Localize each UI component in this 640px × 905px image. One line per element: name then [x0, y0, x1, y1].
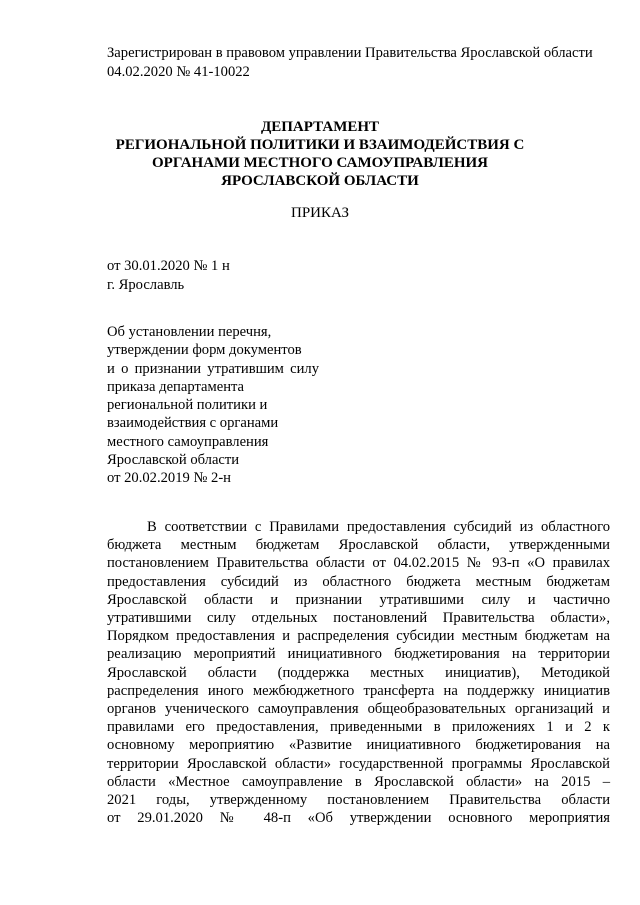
- order-subject: [107, 323, 319, 488]
- order-date-number: от 30.01.2020 № 1 н: [107, 258, 230, 274]
- body-line: Ярославской области и признании утратившими силу и частично: [107, 591, 610, 608]
- subject-line: региональной политики и: [107, 397, 268, 414]
- subject-line: Ярославской области: [107, 452, 240, 469]
- body-line: Порядком предоставления и распределения субсидии местным бюджетам на: [107, 628, 610, 645]
- department-heading: [100, 118, 540, 190]
- body-line: области «Местное самоуправление в Ярославской области» на 2015 –: [107, 773, 610, 790]
- body-line: утратившими силу отдельных постановлений Правительства области»,: [107, 610, 610, 627]
- body-line: распределения иного межбюджетного трансферта на поддержку инициатив: [107, 682, 610, 699]
- subject-line: приказа департамента: [107, 378, 245, 395]
- order-title: ПРИКАЗ: [291, 205, 349, 221]
- body-line: предоставления субсидий из областного бюджета местным бюджетам: [107, 573, 610, 590]
- body-line: В соответствии с Правилами предоставления субсидий из областного: [147, 519, 610, 535]
- subject-line: взаимодействия с органами: [107, 415, 279, 432]
- department-heading-line: РЕГИОНАЛЬНОЙ ПОЛИТИКИ И ВЗАИМОДЕЙСТВИЯ С: [115, 137, 525, 153]
- order-city: г. Ярославль: [107, 277, 185, 293]
- registration-number: 04.02.2020 № 41-10022: [107, 64, 250, 80]
- body-line: от 29.01.2020 № 48-п «Об утверждении основного мероприятия: [107, 810, 610, 827]
- subject-line: утверждении форм документов: [107, 342, 302, 359]
- body-line: бюджета местным бюджетам Ярославской области, утвержденными: [107, 537, 610, 554]
- body-line: основному мероприятию «Развитие инициативного бюджетирования на: [107, 737, 610, 754]
- registration-line: Зарегистрирован в правовом управлении Правительства Ярославской области: [107, 45, 593, 61]
- department-heading-line: ДЕПАРТАМЕНТ: [260, 119, 380, 135]
- body-line: реализацию мероприятий инициативного бюджетирования на территории: [107, 646, 610, 663]
- subject-line: и о признании утратившим силу: [107, 360, 319, 377]
- body-line: территории Ярославской области» государственной программы Ярославской: [107, 755, 610, 772]
- body-paragraph: [107, 518, 610, 827]
- department-heading-line: ЯРОСЛАВСКОЙ ОБЛАСТИ: [221, 173, 419, 189]
- subject-line: Об установлении перечня,: [107, 324, 272, 340]
- subject-line: от 20.02.2019 № 2-н: [107, 470, 231, 487]
- body-line: Ярославской области (поддержка местных инициатив), Методикой: [107, 664, 610, 681]
- subject-line: местного самоуправления: [107, 433, 269, 450]
- body-line: органов ученического самоуправления общеобразовательных организаций и: [107, 701, 610, 718]
- body-line: правилами его предоставления, приведенными в приложениях 1 и 2 к: [107, 719, 610, 736]
- registration-stamp: [107, 44, 593, 82]
- order-meta: [107, 257, 230, 295]
- body-line: постановлением Правительства области от 04.02.2015 № 93-п «О правилах: [107, 555, 610, 572]
- body-line: 2021 годы, утвержденному постановлением Правительства области: [107, 792, 610, 809]
- department-heading-line: ОРГАНАМИ МЕСТНОГО САМОУПРАВЛЕНИЯ: [151, 155, 488, 171]
